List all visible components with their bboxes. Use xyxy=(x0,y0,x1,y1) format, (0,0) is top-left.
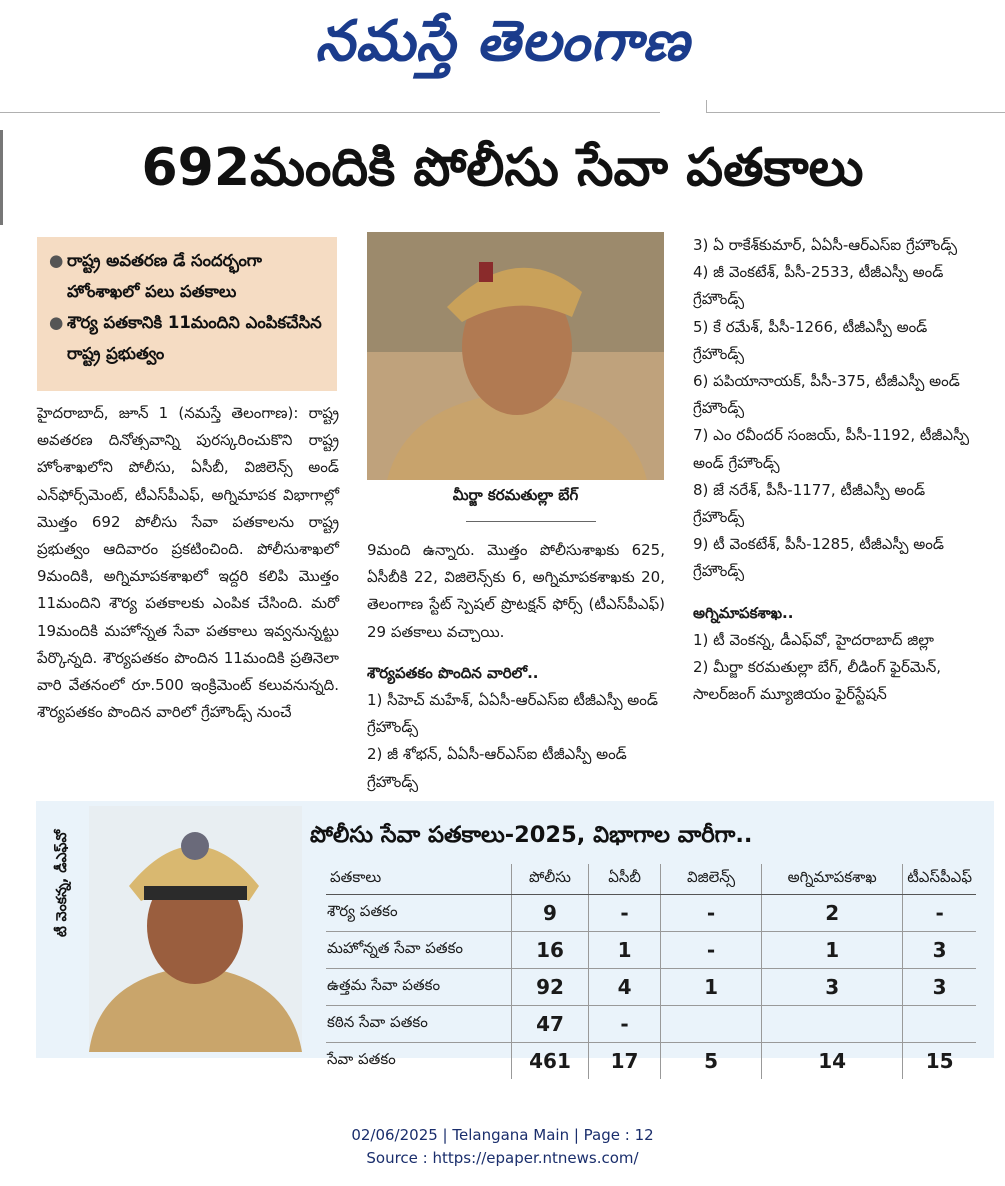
table-cell: 1 xyxy=(589,932,661,969)
table-cell: 15 xyxy=(925,1049,954,1073)
section-subheading: అగ్నిమాపకశాఖ.. xyxy=(693,603,794,622)
table-cell: కఠిన సేవా పతకం xyxy=(326,1006,511,1043)
table-cell: 47 xyxy=(511,1006,588,1043)
table-cell: - xyxy=(589,1006,661,1043)
table-cell: 9 xyxy=(511,895,588,932)
table-cell: 14 xyxy=(762,1043,903,1080)
table-cell: 461 xyxy=(511,1043,588,1080)
table-cell: - xyxy=(589,895,661,932)
list-item: 1) సీహెచ్ మహేశ్, ఏఏసీ-ఆర్ఎస్ఐ టీజీఎస్పీ అండ్ గ్రేహౌండ్స్ xyxy=(367,691,659,737)
header-divider-right xyxy=(706,112,1005,113)
table-row xyxy=(326,895,976,932)
list-item: 5) కే రమేశ్, పీసీ-1266, టీజీఎస్పీ అండ్ గ్రేహౌండ్స్ xyxy=(693,317,928,363)
caption-divider xyxy=(466,521,596,522)
column-header: పోలీసు xyxy=(511,864,588,895)
table-cell: ఉత్తమ సేవా పతకం xyxy=(326,969,511,1006)
table-cell: 16 xyxy=(511,932,588,969)
column-header: అగ్నిమాపకశాఖ xyxy=(762,864,903,895)
article-paragraph: 9మంది ఉన్నారు. మొత్తం పోలీసుశాఖకు 625, ఏసీబీకి 22, విజిలెన్స్‌కు 6, అగ్నిమాపకశాఖకు 20, తెలంగాణ స్టేట్ స్పెషల్ ప్రొటక్షన్ ఫోర్స్ (టీఎస్‌పీఎఫ్) 29 పతకాలు వచ్చాయి. xyxy=(367,541,665,641)
page-footer xyxy=(0,1124,1005,1170)
table-cell: 3 xyxy=(903,969,976,1006)
edition-info: 02/06/2025 | Telangana Main | Page : 12 xyxy=(351,1126,654,1144)
officer-portrait-image xyxy=(367,232,664,480)
photo-caption-vertical: టీ వెంకన్న, డీఎఫ్‌వో xyxy=(54,830,70,938)
masthead xyxy=(0,0,1005,110)
table-cell: 3 xyxy=(762,969,903,1006)
list-item: 2) జీ శోభన్, ఏఏసీ-ఆర్ఎస్ఐ టీజీఎస్పీ అండ్ గ్రేహౌండ్స్ xyxy=(367,745,627,791)
table-row xyxy=(326,969,976,1006)
table-cell: 3 xyxy=(903,932,976,969)
fire-officer-portrait-image xyxy=(89,806,302,1052)
bullet-icon: ● xyxy=(49,251,64,270)
highlight-item: ● శౌర్య పతకానికి 11మందిని ఎంపికచేసిన రాష్ట్ర ప్రభుత్వం xyxy=(37,307,337,369)
article-column-2 xyxy=(367,537,665,796)
column-header: విజిలెన్స్ xyxy=(661,864,762,895)
article-column-1 xyxy=(37,400,339,726)
header-divider-tick xyxy=(706,100,707,113)
table-cell xyxy=(903,1006,976,1043)
list-item: 4) జీ వెంకటేశ్, పీసీ-2533, టీజీఎస్పీ అండ్ గ్రేహౌండ్స్ xyxy=(693,263,944,309)
article-paragraph: హైదరాబాద్, జూన్ 1 (నమస్తే తెలంగాణ): రాష్ట్ర అవతరణ దినోత్సవాన్ని పురస్కరించుకొని రాష్ట్ర హోంశాఖలోని పోలీసు, ఏసీబీ, విజిలెన్స్ అండ్ ఎన్‌ఫోర్స్‌మెంట్, టీఎస్‌పీఎఫ్, అగ్నిమాపక విభాగాల్లో మొత్తం 692 పోలీసు సేవా పతకాలను రాష్ట్ర ప్రభుత్వం ఆదివారం ప్రకటించింది. పోలీసుశాఖలో 9మందికి, అగ్నిమాపకశాఖలో ఇద్దరి కలిపి మొత్తం 11మందిని శౌర్య పతకాలకు ఎంపిక చేసింది. మరో 19మందికి మహోన్నత సేవా పతకాలు ఇవ్వనున్నట్టు పేర్కొన్నది. శౌర్యపతకం పొందిన 11మందికి ప్రతినెలా వారి వేతనంలో రూ.500 ఇంక్రిమెంట్ కలువనున్నది. శౌర్యపతకం పొందిన వారిలో గ్రేహౌండ్స్ నుంచే xyxy=(37,404,339,722)
officer-photo xyxy=(367,232,664,480)
table-cell: సేవా పతకం xyxy=(326,1043,511,1080)
newspaper-title: నమస్తే తెలంగాణ xyxy=(315,8,690,74)
column-header: టీఎస్‌పీఎఫ్ xyxy=(903,864,976,895)
table-cell: 92 xyxy=(511,969,588,1006)
table-cell: మహోన్నత సేవా పతకం xyxy=(326,932,511,969)
table-row xyxy=(326,932,976,969)
table-cell: 2 xyxy=(762,895,903,932)
column-header: పతకాలు xyxy=(326,864,511,895)
table-title: పోలీసు సేవా పతకాలు-2025, విభాగాల వారీగా.. xyxy=(310,822,753,848)
table-row xyxy=(326,1043,976,1080)
table-cell: 5 xyxy=(661,1043,762,1080)
section-subheading: శౌర్యపతకం పొందిన వారిలో.. xyxy=(367,663,539,682)
fire-officer-photo xyxy=(89,806,302,1052)
table-cell: 1 xyxy=(762,932,903,969)
table-cell: - xyxy=(903,895,976,932)
photo-caption: మీర్జా కరమతుల్లా బేగ్ xyxy=(452,486,579,504)
table-cell: - xyxy=(661,932,762,969)
list-item: 3) ఏ రాకేశ్‌కుమార్, ఏఏసీ-ఆర్ఎస్ఐ గ్రేహౌండ్స్ xyxy=(693,236,958,254)
article-column-3 xyxy=(693,232,973,708)
table-cell: 17 xyxy=(589,1043,661,1080)
table-row xyxy=(326,1006,976,1043)
highlight-item: ● రాష్ట్ర అవతరణ డే సందర్భంగా హోంశాఖలో పలు పతకాలు xyxy=(37,245,337,307)
list-item: 1) టీ వెంకన్న, డీఎఫ్‌వో, హైదరాబాద్ జిల్లా xyxy=(693,630,934,649)
list-item: 9) టీ వెంకటేశ్, పీసీ-1285, టీజీఎస్పీ అండ్ గ్రేహౌండ్స్ xyxy=(693,535,944,581)
table-cell: శౌర్య పతకం xyxy=(326,895,511,932)
table-cell xyxy=(762,1006,903,1043)
list-item: 7) ఎం రవీందర్ సంజయ్, పీసీ-1192, టీజీఎస్పీ అండ్ గ్రేహౌండ్స్ xyxy=(693,426,970,472)
list-item: 6) పపియానాయక్, పీసీ-375, టీజీఎస్పీ అండ్ గ్రేహౌండ్స్ xyxy=(693,372,960,418)
medals-table xyxy=(326,864,976,1079)
column-header: ఏసీబీ xyxy=(589,864,661,895)
list-item: 2) మీర్జా కరమతుల్లా బేగ్, లీడింగ్ ఫైర్‌మెన్, సాలర్‌జంగ్ మ్యూజియం ఫైర్‌స్టేషన్ xyxy=(693,658,942,704)
header-divider xyxy=(0,112,660,113)
source-link[interactable]: Source : https://epaper.ntnews.com/ xyxy=(366,1149,639,1167)
table-cell xyxy=(661,1006,762,1043)
table-cell: 1 xyxy=(661,969,762,1006)
table-cell: - xyxy=(661,895,762,932)
table-cell: 4 xyxy=(589,969,661,1006)
table-header-row xyxy=(326,864,976,895)
bullet-icon: ● xyxy=(49,313,64,332)
highlights-box xyxy=(37,237,337,391)
list-item: 8) జే నరేశ్, పీసీ-1177, టీజీఎస్పీ అండ్ గ్రేహౌండ్స్ xyxy=(693,480,926,527)
article-headline: 692మందికి పోలీసు సేవా పతకాలు xyxy=(141,138,864,198)
